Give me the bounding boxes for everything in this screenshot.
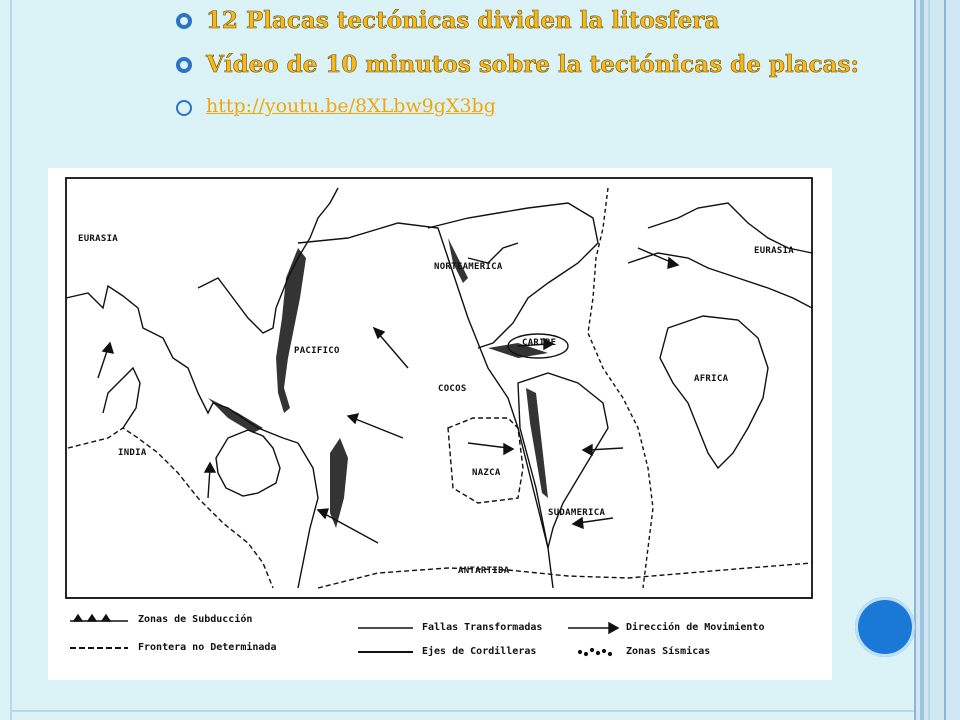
legend-label-fallas: Fallas Transformadas bbox=[422, 622, 543, 633]
label-antartida: ANTARTIDA bbox=[458, 566, 510, 576]
arrow-nazca bbox=[468, 443, 508, 448]
asia-coast bbox=[66, 286, 298, 443]
youtube-link[interactable]: http://youtu.be/8XLbw9gX3bg bbox=[206, 95, 496, 117]
nazca-plate bbox=[448, 418, 523, 503]
seismic-zone-indonesia bbox=[208, 398, 263, 433]
arrow-head bbox=[668, 258, 678, 268]
legend-seismic-dot bbox=[585, 653, 588, 656]
label-africa: AFRICA bbox=[694, 374, 729, 384]
slide-frame-left-line bbox=[10, 0, 12, 720]
label-pacifico: PACIFICO bbox=[294, 346, 340, 356]
label-caribe: CARIBE bbox=[522, 338, 557, 348]
bullet-hollow-icon bbox=[176, 100, 192, 116]
border-stripe bbox=[920, 0, 924, 720]
north-america-inner bbox=[468, 243, 518, 263]
bullet-list bbox=[176, 4, 896, 136]
bullet-text: Vídeo de 10 minutos sobre la tectónicas de placas: bbox=[206, 51, 859, 78]
arrow-pacific-3 bbox=[323, 513, 378, 543]
seismic-zone-alaska bbox=[448, 238, 468, 283]
label-nazca: NAZCA bbox=[472, 468, 501, 478]
legend-label-direccion: Dirección de Movimiento bbox=[626, 622, 765, 633]
bullet-item-link bbox=[176, 92, 896, 136]
legend-label-subduccion: Zonas de Subducción bbox=[138, 614, 253, 625]
slide-right-border bbox=[914, 0, 960, 720]
arrow-pacific-1 bbox=[378, 333, 408, 368]
arrow-head bbox=[573, 518, 583, 528]
arrow-head bbox=[374, 328, 384, 338]
arrow-europe bbox=[638, 248, 673, 263]
slide-frame-bottom-line bbox=[10, 710, 916, 712]
legend-tooth bbox=[102, 615, 110, 621]
seismic-zone-andes bbox=[526, 388, 548, 498]
australia-landmass bbox=[216, 430, 280, 496]
label-cocos: COCOS bbox=[438, 384, 467, 394]
arrow-head bbox=[504, 444, 513, 454]
label-norteamerica: NORTEAMERICA bbox=[434, 262, 503, 272]
legend-label-cordilleras: Ejes de Cordilleras bbox=[422, 646, 537, 657]
map-drawing bbox=[48, 168, 832, 680]
arrow-head bbox=[583, 445, 592, 455]
bullet-item-placas bbox=[176, 4, 896, 48]
pacific-plate-boundary bbox=[298, 223, 553, 588]
bullet-icon bbox=[176, 57, 192, 73]
east-asia-coast bbox=[198, 188, 338, 333]
legend-seismic-dot bbox=[603, 650, 606, 653]
label-eurasia-west: EURASIA bbox=[78, 234, 119, 244]
decorative-blue-circle bbox=[855, 597, 915, 657]
legend-seismic-dot bbox=[609, 653, 612, 656]
seismic-zone-japan bbox=[276, 248, 306, 413]
tectonic-plates-map bbox=[48, 168, 832, 680]
label-eurasia-east: EURASIA bbox=[754, 246, 795, 256]
arrow-head bbox=[103, 343, 113, 353]
europe-coast bbox=[628, 253, 812, 308]
arrow-head bbox=[348, 414, 358, 423]
india-plate-boundary bbox=[68, 428, 273, 588]
pacific-west-boundary bbox=[298, 443, 318, 588]
label-india: INDIA bbox=[118, 448, 147, 458]
seismic-zone-tonga bbox=[330, 438, 348, 528]
legend-seismic-dot bbox=[579, 651, 582, 654]
arrow-pacific-2 bbox=[353, 418, 403, 438]
bullet-text: 12 Placas tectónicas dividen la litosfera bbox=[206, 7, 720, 34]
legend-tooth bbox=[74, 615, 82, 621]
arrow-head bbox=[318, 509, 328, 518]
label-sudamerica: SUDAMERICA bbox=[548, 508, 606, 518]
bullet-item-video bbox=[176, 48, 896, 92]
africa-landmass bbox=[660, 316, 768, 468]
border-stripe bbox=[928, 0, 930, 720]
legend-seismic-dot bbox=[591, 649, 594, 652]
arrow-head bbox=[205, 463, 215, 472]
india-landmass bbox=[103, 368, 140, 428]
legend-arrow-head bbox=[609, 623, 618, 633]
arrow-sudamerica bbox=[588, 448, 623, 450]
antarctic-boundary bbox=[318, 563, 812, 588]
arrow-eurasia bbox=[98, 348, 108, 378]
bullet-icon bbox=[176, 13, 192, 29]
arrow-sudamerica-2 bbox=[578, 518, 613, 523]
legend-tooth bbox=[88, 615, 96, 621]
border-stripe bbox=[944, 0, 946, 720]
legend-label-frontera: Frontera no Determinada bbox=[138, 642, 277, 653]
legend-label-sismicas: Zonas Sísmicas bbox=[626, 646, 711, 657]
legend-seismic-dot bbox=[597, 652, 600, 655]
mid-atlantic-ridge bbox=[588, 188, 653, 588]
